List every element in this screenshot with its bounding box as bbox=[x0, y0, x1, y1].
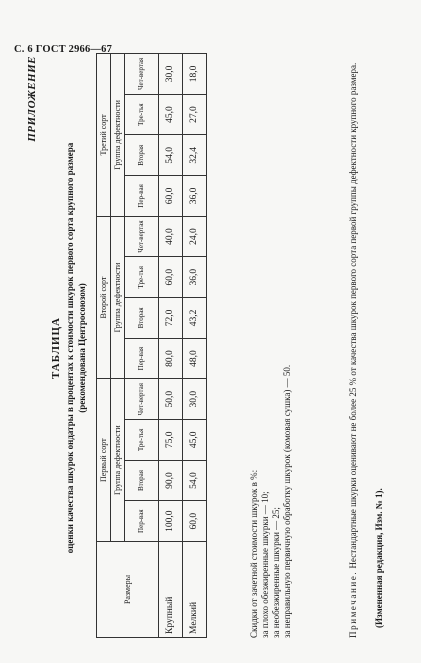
table-cell: 40,0 bbox=[159, 216, 183, 257]
header-group-2: Вторая bbox=[125, 460, 159, 501]
table-row bbox=[183, 54, 207, 638]
remark-text: Нестандартные шкурки оценивают не более 25 % от качества шкурок первого сорта первой группы дефектности крупного размера. bbox=[348, 62, 358, 569]
table-cell: 45,0 bbox=[159, 94, 183, 135]
discount-notes bbox=[249, 58, 293, 638]
header-size: Размеры bbox=[97, 542, 159, 638]
table-cell: 45,0 bbox=[183, 420, 207, 461]
page-header: С. 6 ГОСТ 2966—67 bbox=[14, 44, 113, 55]
header-group-3: Тре-тья bbox=[125, 257, 159, 298]
header-sort-1: Первый сорт bbox=[97, 379, 111, 542]
table-subtitle-note: (рекомендована Центросоюзом) bbox=[77, 283, 87, 413]
table-subtitle: оценки качества шкурок ондатры в процентах к стоимости шкурок первого сорта крупного размера bbox=[65, 142, 75, 554]
header-group-1: Пер-вая bbox=[125, 501, 159, 542]
table-cell: 18,0 bbox=[183, 54, 207, 95]
header-group-4: Чет-вертая bbox=[125, 379, 159, 420]
header-defect-group: Группа дефектности bbox=[111, 54, 125, 217]
table-cell: 60,0 bbox=[183, 501, 207, 542]
table-cell: 30,0 bbox=[159, 54, 183, 95]
table-cell: 54,0 bbox=[183, 460, 207, 501]
table-cell: 48,0 bbox=[183, 338, 207, 379]
table-cell: 50,0 bbox=[159, 379, 183, 420]
remark-label: Примечание. bbox=[348, 570, 358, 638]
table-cell: 75,0 bbox=[159, 420, 183, 461]
note-item: за плохо обезжиренные шкурки — 10; bbox=[260, 491, 270, 638]
note-item: за неправильную первичную обработку шкурок (комовая сушка) — 50. bbox=[282, 364, 292, 638]
table-row bbox=[159, 54, 183, 638]
table-cell: 60,0 bbox=[159, 176, 183, 217]
header-group-4: Чет-вертая bbox=[125, 54, 159, 95]
table-cell: 24,0 bbox=[183, 216, 207, 257]
header-group-2: Вторая bbox=[125, 135, 159, 176]
header-group-4: Чет-вертая bbox=[125, 216, 159, 257]
table-cell: 100,0 bbox=[159, 501, 183, 542]
note-item: за необезжиренные шкурки — 25; bbox=[271, 507, 281, 638]
table-cell: 43,2 bbox=[183, 298, 207, 339]
quality-table bbox=[96, 53, 207, 638]
header-group-1: Пер-вая bbox=[125, 176, 159, 217]
header-group-3: Тре-тья bbox=[125, 94, 159, 135]
header-sort-2: Второй сорт bbox=[97, 216, 111, 379]
table-cell: 36,0 bbox=[183, 176, 207, 217]
table-cell: 72,0 bbox=[159, 298, 183, 339]
appendix-label: ПРИЛОЖЕНИЕ bbox=[26, 56, 38, 142]
edition-note: (Измененная редакция, Изм. № 1). bbox=[374, 488, 384, 628]
header-group-3: Тре-тья bbox=[125, 420, 159, 461]
table-cell: 80,0 bbox=[159, 338, 183, 379]
table-cell: 27,0 bbox=[183, 94, 207, 135]
header-group-2: Вторая bbox=[125, 298, 159, 339]
row-label: Крупный bbox=[159, 542, 183, 638]
header-sort-3: Третий сорт bbox=[97, 54, 111, 217]
table-cell: 90,0 bbox=[159, 460, 183, 501]
row-label: Мелкий bbox=[183, 542, 207, 638]
table-cell: 60,0 bbox=[159, 257, 183, 298]
rotated-page-content bbox=[26, 48, 416, 648]
table-cell: 36,0 bbox=[183, 257, 207, 298]
table-title: ТАБЛИЦА bbox=[50, 317, 62, 379]
header-defect-group: Группа дефектности bbox=[111, 216, 125, 379]
header-group-1: Пер-вая bbox=[125, 338, 159, 379]
table-cell: 54,0 bbox=[159, 135, 183, 176]
header-defect-group: Группа дефектности bbox=[111, 379, 125, 542]
table-cell: 30,0 bbox=[183, 379, 207, 420]
table-cell: 32,4 bbox=[183, 135, 207, 176]
remark bbox=[348, 53, 359, 638]
notes-intro: Скидки от зачетной стоимости шкурок в %: bbox=[249, 469, 259, 638]
